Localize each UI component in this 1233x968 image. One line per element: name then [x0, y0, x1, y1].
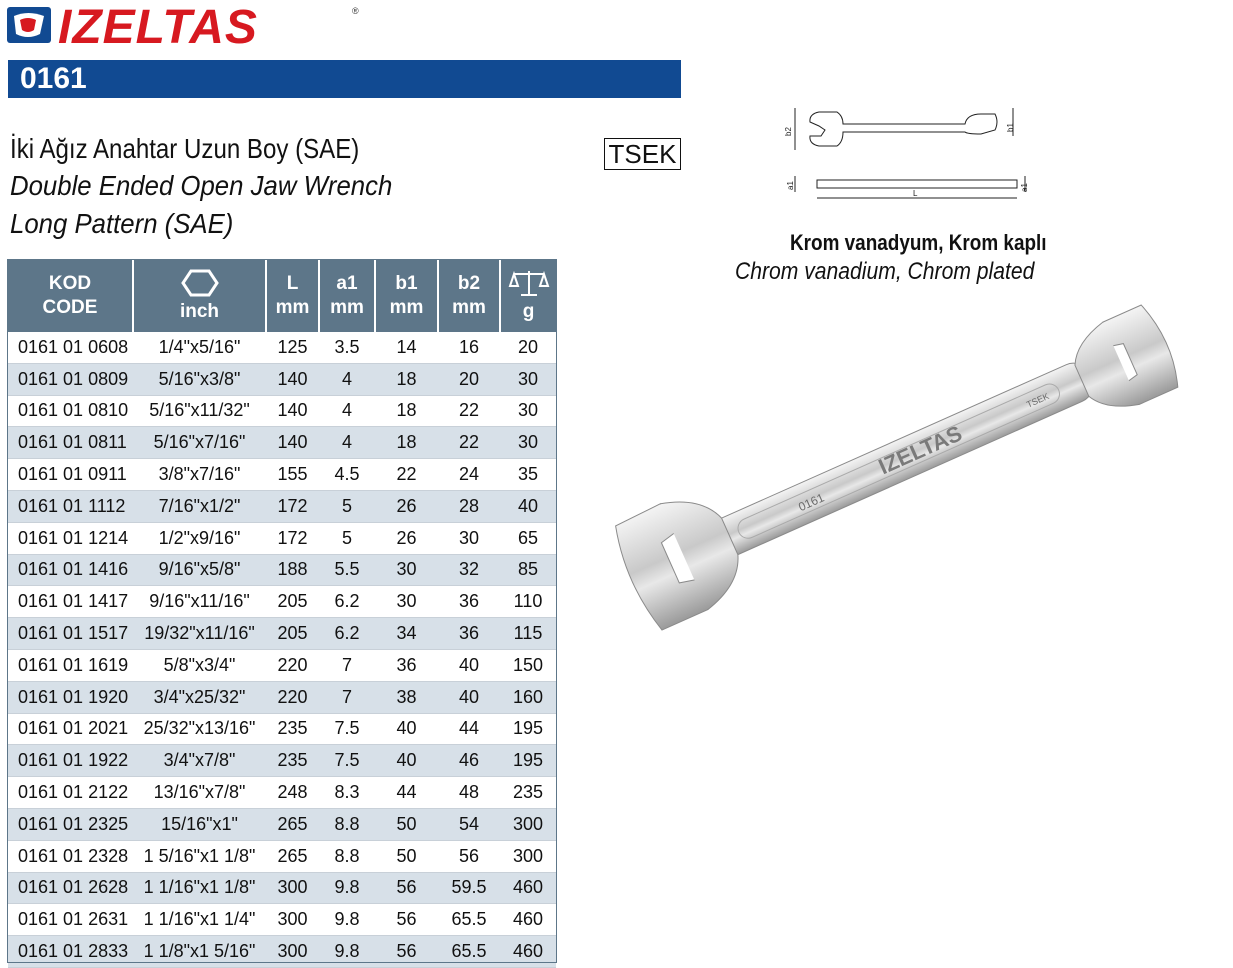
cell-b2-mm: 59.5 [438, 872, 500, 904]
table-body [8, 332, 556, 967]
cell-length-mm: 205 [266, 586, 319, 618]
cell-size-inch: 1 5/16"x1 1/8" [133, 840, 266, 872]
cell-a1-mm: 6.2 [319, 618, 375, 650]
cell-weight-g: 40 [500, 490, 556, 522]
cell-weight-g: 30 [500, 363, 556, 395]
cell-length-mm: 125 [266, 332, 319, 363]
cell-code: 0161 01 0608 [8, 332, 133, 363]
cell-weight-g: 460 [500, 872, 556, 904]
cell-size-inch: 19/32"x11/16" [133, 618, 266, 650]
diagram-label-b1: b1 [1006, 123, 1015, 132]
cell-weight-g: 150 [500, 649, 556, 681]
cell-a1-mm: 9.8 [319, 904, 375, 936]
cell-b2-mm: 32 [438, 554, 500, 586]
header-b1-line2: mm [389, 297, 424, 318]
cell-length-mm: 300 [266, 904, 319, 936]
material-english: Chrom vanadium, Chrom plated [735, 258, 1035, 285]
table-row [8, 936, 556, 968]
cell-length-mm: 265 [266, 808, 319, 840]
cell-weight-g: 110 [500, 586, 556, 618]
cell-a1-mm: 7.5 [319, 745, 375, 777]
cell-b2-mm: 24 [438, 459, 500, 491]
cell-a1-mm: 8.3 [319, 777, 375, 809]
cell-a1-mm: 4.5 [319, 459, 375, 491]
header-b2-line1: b2 [457, 273, 481, 294]
header-weight-label: g [522, 301, 535, 322]
cell-weight-g: 195 [500, 745, 556, 777]
cell-code: 0161 01 2328 [8, 840, 133, 872]
cell-b1-mm: 18 [375, 427, 438, 459]
table-row [8, 904, 556, 936]
header-inch [133, 260, 266, 332]
cell-length-mm: 300 [266, 936, 319, 968]
cell-code: 0161 01 1517 [8, 618, 133, 650]
header-b2-line2: mm [452, 297, 486, 318]
dimension-diagram [785, 100, 1035, 210]
cell-size-inch: 3/4"x25/32" [133, 681, 266, 713]
cell-weight-g: 300 [500, 840, 556, 872]
cell-a1-mm: 5 [319, 490, 375, 522]
cell-b1-mm: 56 [375, 936, 438, 968]
material-turkish: Krom vanadyum, Krom kaplı [790, 230, 1047, 255]
cell-b1-mm: 40 [375, 745, 438, 777]
cell-weight-g: 35 [500, 459, 556, 491]
cell-b1-mm: 40 [375, 713, 438, 745]
cell-weight-g: 30 [500, 395, 556, 427]
cell-code: 0161 01 0911 [8, 459, 133, 491]
table-row [8, 681, 556, 713]
cell-size-inch: 5/16"x7/16" [133, 427, 266, 459]
cell-weight-g: 65 [500, 522, 556, 554]
cell-b2-mm: 28 [438, 490, 500, 522]
cell-size-inch: 9/16"x11/16" [133, 586, 266, 618]
cell-code: 0161 01 2325 [8, 808, 133, 840]
diagram-label-L: L [913, 189, 918, 198]
cell-weight-g: 20 [500, 332, 556, 363]
table-row [8, 618, 556, 650]
header-length-line2: mm [275, 297, 310, 318]
table-row [8, 427, 556, 459]
cell-b2-mm: 22 [438, 395, 500, 427]
cell-code: 0161 01 0809 [8, 363, 133, 395]
cell-b1-mm: 18 [375, 395, 438, 427]
cell-code: 0161 01 2833 [8, 936, 133, 968]
cell-b2-mm: 46 [438, 745, 500, 777]
cell-length-mm: 300 [266, 872, 319, 904]
cell-code: 0161 01 2628 [8, 872, 133, 904]
cell-size-inch: 1/2"x9/16" [133, 522, 266, 554]
cell-weight-g: 160 [500, 681, 556, 713]
header-code [8, 260, 133, 332]
cell-b2-mm: 54 [438, 808, 500, 840]
header-a1 [319, 260, 375, 332]
cell-code: 0161 01 1619 [8, 649, 133, 681]
cell-b2-mm: 44 [438, 713, 500, 745]
cell-code: 0161 01 2122 [8, 777, 133, 809]
cell-b1-mm: 22 [375, 459, 438, 491]
cell-size-inch: 1/4"x5/16" [133, 332, 266, 363]
cell-code: 0161 01 2021 [8, 713, 133, 745]
cell-size-inch: 1 1/8"x1 5/16" [133, 936, 266, 968]
cell-b2-mm: 65.5 [438, 904, 500, 936]
tsek-badge: TSEK [604, 138, 681, 170]
cell-length-mm: 220 [266, 681, 319, 713]
cell-b2-mm: 30 [438, 522, 500, 554]
title-english-line1: Double Ended Open Jaw Wrench [10, 170, 393, 201]
cell-size-inch: 13/16"x7/8" [133, 777, 266, 809]
cell-weight-g: 85 [500, 554, 556, 586]
table-row [8, 872, 556, 904]
cell-a1-mm: 4 [319, 427, 375, 459]
cell-b2-mm: 20 [438, 363, 500, 395]
cell-b1-mm: 50 [375, 808, 438, 840]
cell-size-inch: 5/16"x11/32" [133, 395, 266, 427]
cell-code: 0161 01 1922 [8, 745, 133, 777]
cell-length-mm: 140 [266, 395, 319, 427]
cell-a1-mm: 5.5 [319, 554, 375, 586]
cell-b1-mm: 50 [375, 840, 438, 872]
hexagon-icon [182, 268, 218, 298]
cell-a1-mm: 3.5 [319, 332, 375, 363]
cell-length-mm: 172 [266, 522, 319, 554]
cell-weight-g: 300 [500, 808, 556, 840]
header-b1-line1: b1 [395, 273, 418, 294]
cell-code: 0161 01 0811 [8, 427, 133, 459]
cell-length-mm: 220 [266, 649, 319, 681]
cell-length-mm: 155 [266, 459, 319, 491]
cell-b2-mm: 22 [438, 427, 500, 459]
table-row [8, 490, 556, 522]
brand-logo [6, 1, 359, 54]
table-row [8, 745, 556, 777]
logo-emblem-icon [6, 6, 54, 46]
cell-b1-mm: 26 [375, 490, 438, 522]
cell-size-inch: 5/8"x3/4" [133, 649, 266, 681]
cell-b1-mm: 26 [375, 522, 438, 554]
product-code: 0161 [20, 62, 87, 95]
cell-a1-mm: 7 [319, 649, 375, 681]
title-english-line2: Long Pattern (SAE) [10, 208, 234, 239]
cell-code: 0161 01 1214 [8, 522, 133, 554]
wrench-brand-marking: IZELTAS [874, 420, 966, 480]
cell-length-mm: 140 [266, 427, 319, 459]
cell-b2-mm: 40 [438, 681, 500, 713]
table-row [8, 363, 556, 395]
cell-size-inch: 7/16"x1/2" [133, 490, 266, 522]
header-code-line1: KOD [48, 273, 92, 294]
cell-a1-mm: 7 [319, 681, 375, 713]
cell-size-inch: 3/8"x7/16" [133, 459, 266, 491]
cell-b1-mm: 14 [375, 332, 438, 363]
table-row [8, 808, 556, 840]
cell-a1-mm: 6.2 [319, 586, 375, 618]
cell-b1-mm: 18 [375, 363, 438, 395]
cell-code: 0161 01 0810 [8, 395, 133, 427]
table-row [8, 840, 556, 872]
wrench-code-marking: 0161 [796, 490, 827, 515]
cell-size-inch: 15/16"x1" [133, 808, 266, 840]
cell-length-mm: 235 [266, 713, 319, 745]
cell-size-inch: 25/32"x13/16" [133, 713, 266, 745]
cell-b1-mm: 36 [375, 649, 438, 681]
cell-size-inch: 9/16"x5/8" [133, 554, 266, 586]
title-turkish: İki Ağız Anahtar Uzun Boy (SAE) [10, 133, 360, 164]
header-code-line2: CODE [42, 297, 98, 318]
header-b2 [438, 260, 500, 332]
table-row [8, 713, 556, 745]
cell-weight-g: 460 [500, 904, 556, 936]
cell-code: 0161 01 1416 [8, 554, 133, 586]
cell-code: 0161 01 2631 [8, 904, 133, 936]
product-code-bar [8, 60, 681, 98]
cell-length-mm: 172 [266, 490, 319, 522]
wrench-image [595, 315, 1210, 605]
cell-a1-mm: 4 [319, 395, 375, 427]
header-weight [500, 260, 556, 332]
cell-size-inch: 5/16"x3/8" [133, 363, 266, 395]
cell-weight-g: 30 [500, 427, 556, 459]
table-row [8, 522, 556, 554]
cell-code: 0161 01 1112 [8, 490, 133, 522]
cell-a1-mm: 7.5 [319, 713, 375, 745]
cell-b1-mm: 44 [375, 777, 438, 809]
wrench-tsek-marking: TSEK [1025, 390, 1051, 410]
cell-length-mm: 140 [266, 363, 319, 395]
diagram-label-a1-left: a1 [786, 181, 795, 190]
table-row [8, 586, 556, 618]
brand-name: IZELTAS [58, 1, 258, 54]
cell-weight-g: 195 [500, 713, 556, 745]
cell-code: 0161 01 1920 [8, 681, 133, 713]
header-length-line1: L [286, 273, 299, 294]
header-b1 [375, 260, 438, 332]
header-a1-line1: a1 [336, 273, 358, 294]
cell-length-mm: 188 [266, 554, 319, 586]
table-row [8, 395, 556, 427]
registered-mark: ® [352, 6, 359, 16]
cell-a1-mm: 5 [319, 522, 375, 554]
table-row [8, 554, 556, 586]
cell-b1-mm: 30 [375, 586, 438, 618]
table-row [8, 777, 556, 809]
cell-a1-mm: 8.8 [319, 840, 375, 872]
spec-table [8, 260, 556, 968]
cell-b2-mm: 36 [438, 618, 500, 650]
cell-length-mm: 248 [266, 777, 319, 809]
cell-size-inch: 3/4"x7/8" [133, 745, 266, 777]
cell-b1-mm: 56 [375, 904, 438, 936]
scale-icon [509, 268, 549, 298]
cell-code: 0161 01 1417 [8, 586, 133, 618]
cell-b2-mm: 65.5 [438, 936, 500, 968]
cell-b2-mm: 56 [438, 840, 500, 872]
cell-a1-mm: 9.8 [319, 936, 375, 968]
cell-b2-mm: 40 [438, 649, 500, 681]
cell-weight-g: 460 [500, 936, 556, 968]
diagram-label-a1-right: a1 [1020, 183, 1029, 192]
cell-length-mm: 205 [266, 618, 319, 650]
cell-b1-mm: 38 [375, 681, 438, 713]
cell-a1-mm: 4 [319, 363, 375, 395]
cell-a1-mm: 8.8 [319, 808, 375, 840]
cell-weight-g: 115 [500, 618, 556, 650]
cell-b2-mm: 48 [438, 777, 500, 809]
cell-size-inch: 1 1/16"x1 1/8" [133, 872, 266, 904]
cell-b1-mm: 34 [375, 618, 438, 650]
header-length [266, 260, 319, 332]
table-row [8, 649, 556, 681]
table-header-row [8, 260, 556, 332]
cell-weight-g: 235 [500, 777, 556, 809]
diagram-label-b2: b2 [784, 127, 793, 136]
cell-b2-mm: 36 [438, 586, 500, 618]
cell-b1-mm: 30 [375, 554, 438, 586]
cell-length-mm: 235 [266, 745, 319, 777]
cell-length-mm: 265 [266, 840, 319, 872]
table-row [8, 459, 556, 491]
cell-b1-mm: 56 [375, 872, 438, 904]
table-row [8, 332, 556, 363]
header-inch-label: inch [179, 301, 220, 322]
cell-a1-mm: 9.8 [319, 872, 375, 904]
cell-b2-mm: 16 [438, 332, 500, 363]
header-a1-line2: mm [330, 297, 364, 318]
cell-size-inch: 1 1/16"x1 1/4" [133, 904, 266, 936]
